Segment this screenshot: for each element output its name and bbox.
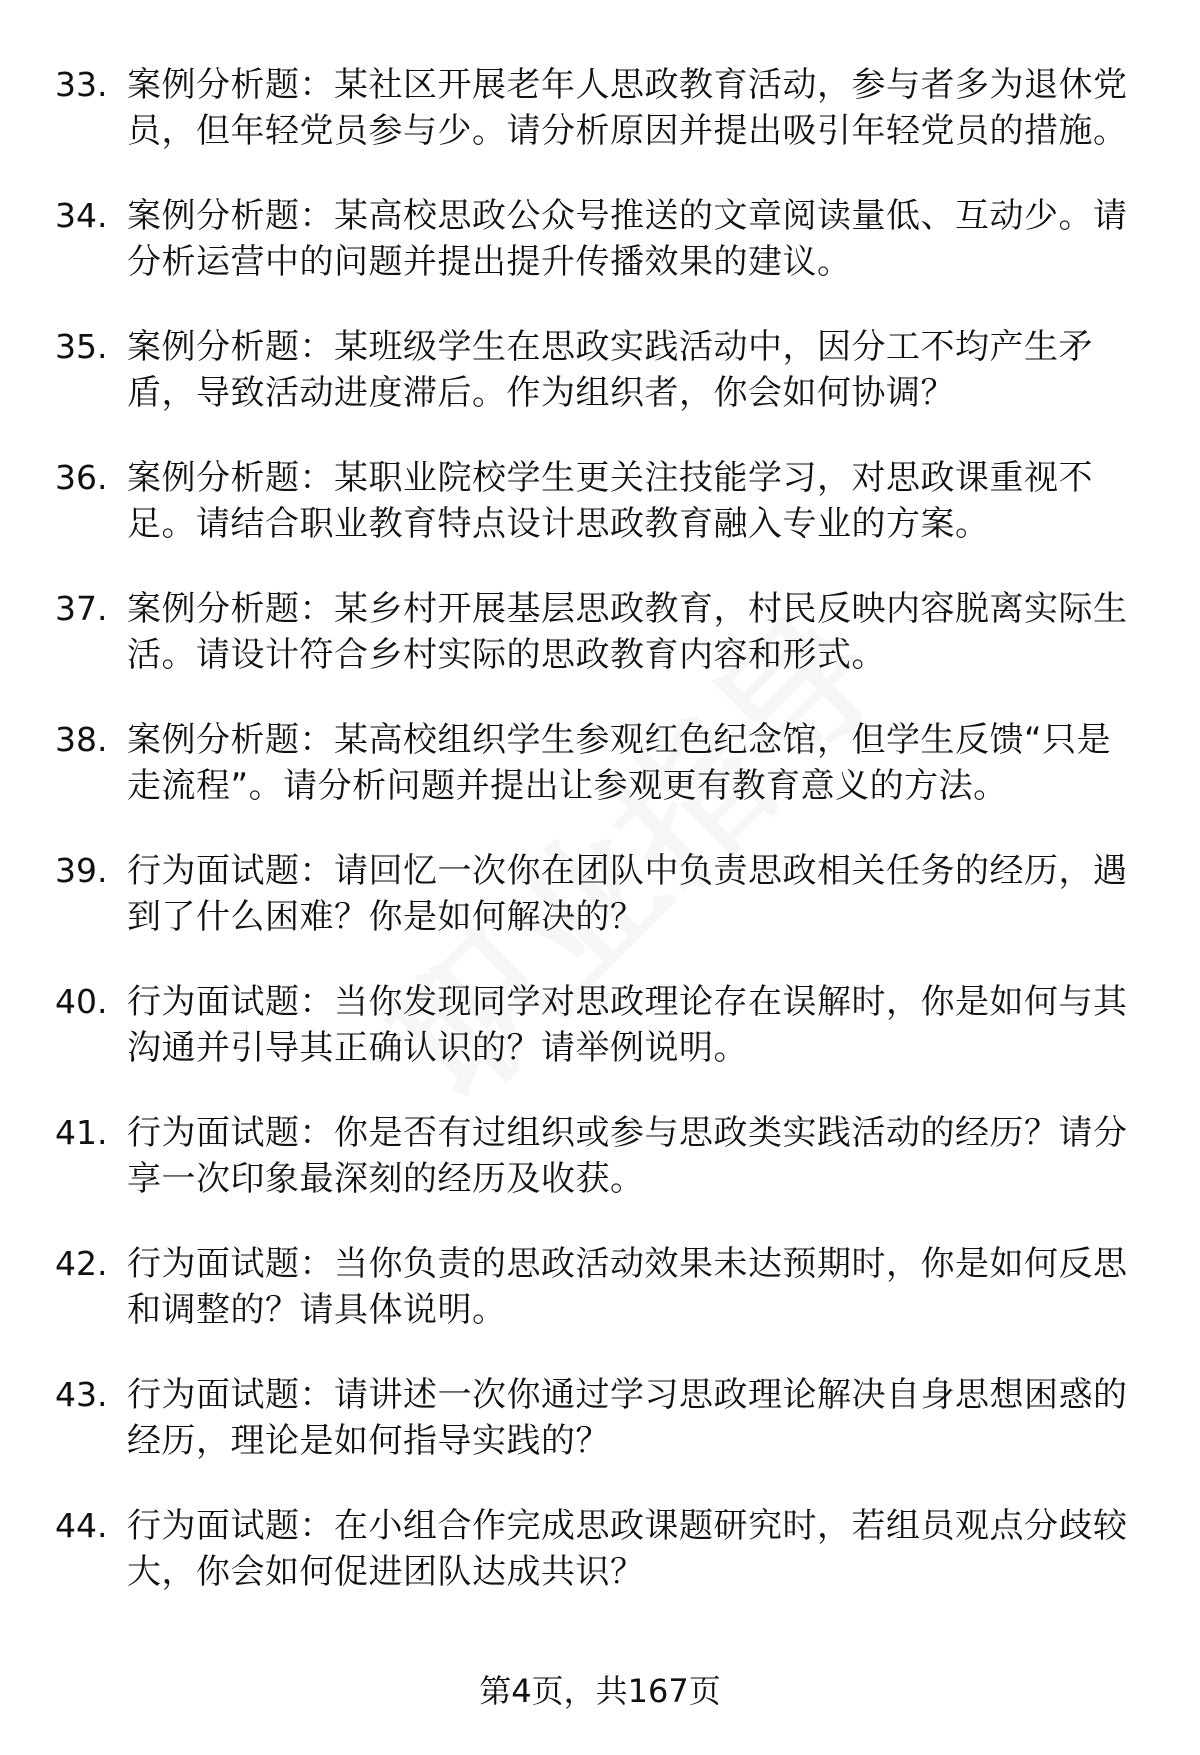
page-footer: 第4页，共167页 <box>479 1672 721 1710</box>
question-number: 39. <box>55 851 108 890</box>
question-text: 案例分析题：某班级学生在思政实践活动中，因分工不均产生矛盾，导致活动进度滞后。作为组织者，你会如何协调？ <box>127 327 1093 413</box>
question-number: 34. <box>55 196 108 235</box>
question-text: 行为面试题：请讲述一次你通过学习思政理论解决自身思想困惑的经历，理论是如何指导实践的？ <box>127 1375 1128 1461</box>
question-number: 36. <box>55 458 108 497</box>
question-text: 行为面试题：你是否有过组织或参与思政类实践活动的经历？请分享一次印象最深刻的经历及收获。 <box>127 1113 1128 1199</box>
question-text: 行为面试题：在小组合作完成思政课题研究时，若组员观点分歧较大，你会如何促进团队达成共识？ <box>127 1506 1128 1592</box>
question-number: 40. <box>55 982 108 1021</box>
question-number: 42. <box>55 1244 108 1283</box>
question-number: 38. <box>55 720 108 759</box>
question-item-44 <box>55 1503 1135 1634</box>
question-number: 33. <box>55 65 108 104</box>
question-text: 行为面试题：当你负责的思政活动效果未达预期时，你是如何反思和调整的？请具体说明。 <box>127 1244 1128 1330</box>
question-item-39 <box>55 848 1135 979</box>
question-item-43 <box>55 1372 1135 1503</box>
question-item-33 <box>55 62 1135 193</box>
question-text: 案例分析题：某高校思政公众号推送的文章阅读量低、互动少。请分析运营中的问题并提出提升传播效果的建议。 <box>127 196 1128 282</box>
question-number: 41. <box>55 1113 108 1152</box>
question-item-40 <box>55 979 1135 1110</box>
question-item-35 <box>55 324 1135 455</box>
question-text: 行为面试题：当你发现同学对思政理论存在误解时，你是如何与其沟通并引导其正确认识的？请举例说明。 <box>127 982 1128 1068</box>
question-item-38 <box>55 717 1135 848</box>
question-item-41 <box>55 1110 1135 1241</box>
question-text: 案例分析题：某社区开展老年人思政教育活动，参与者多为退休党员，但年轻党员参与少。请分析原因并提出吸引年轻党员的措施。 <box>127 65 1128 151</box>
question-text: 案例分析题：某高校组织学生参观红色纪念馆，但学生反馈“只是走流程”。请分析问题并提出让参观更有教育意义的方法。 <box>127 720 1112 806</box>
question-text: 案例分析题：某乡村开展基层思政教育，村民反映内容脱离实际生活。请设计符合乡村实际的思政教育内容和形式。 <box>127 589 1128 675</box>
question-text: 案例分析题：某职业院校学生更关注技能学习，对思政课重视不足。请结合职业教育特点设计思政教育融入专业的方案。 <box>127 458 1093 544</box>
question-text: 行为面试题：请回忆一次你在团队中负责思政相关任务的经历，遇到了什么困难？你是如何解决的？ <box>127 851 1128 937</box>
question-item-36 <box>55 455 1135 586</box>
question-item-34 <box>55 193 1135 324</box>
question-number: 37. <box>55 589 108 628</box>
question-number: 43. <box>55 1375 108 1414</box>
question-item-37 <box>55 586 1135 717</box>
question-number: 35. <box>55 327 108 366</box>
question-item-42 <box>55 1241 1135 1372</box>
question-number: 44. <box>55 1506 108 1545</box>
question-list <box>55 62 1135 1634</box>
